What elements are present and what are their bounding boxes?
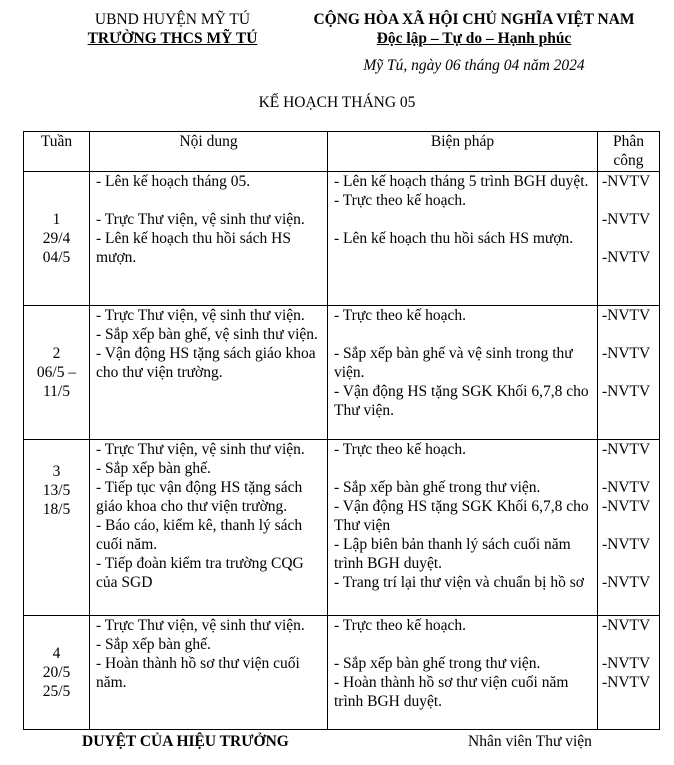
- assignment-item: -NVTV: [602, 211, 651, 228]
- content-item: - Sắp xếp bàn ghế.: [96, 460, 211, 477]
- assignment-cell: [598, 172, 660, 306]
- week-number: 4: [52, 645, 61, 662]
- table-row: [24, 616, 660, 730]
- content-item: - Sắp xếp bàn ghế.: [96, 636, 211, 653]
- week-cell: [24, 172, 90, 306]
- measure-item: - Trực theo kế hoạch.: [334, 192, 466, 209]
- content-item: - Hoàn thành hồ sơ thư viện cuối năm.: [96, 655, 300, 691]
- measure-cell: [328, 440, 598, 616]
- measure-item: - Hoàn thành hồ sơ thư viện cuối năm trình BGH duyệt.: [334, 674, 569, 710]
- assignment-item: -NVTV: [602, 249, 651, 266]
- measure-item: - Lập biên bản thanh lý sách cuối năm trình BGH duyệt.: [334, 536, 571, 572]
- content-item: - Báo cáo, kiểm kê, thanh lý sách cuối năm.: [96, 517, 303, 553]
- table-header-row: [24, 132, 660, 172]
- week-date-from: 29/4: [42, 230, 71, 247]
- department-name: UBND HUYỆN MỸ TÚ: [94, 11, 251, 28]
- header-right: [290, 10, 658, 75]
- measure-item: - Sắp xếp bàn ghế trong thư viện.: [334, 479, 541, 496]
- assignment-item: -NVTV: [602, 383, 651, 400]
- content-item: - Lên kế hoạch tháng 05.: [96, 173, 251, 190]
- week-number: 2: [52, 345, 61, 362]
- measure-item: - Trực theo kế hoạch.: [334, 441, 466, 458]
- assignment-item: -NVTV: [602, 479, 651, 496]
- content-cell: [90, 440, 328, 616]
- school-name: TRƯỜNG THCS MỸ TÚ: [87, 30, 258, 47]
- content-item: - Tiếp tục vận động HS tặng sách giáo khoa cho thư viện trường.: [96, 479, 303, 515]
- measure-cell: [328, 616, 598, 730]
- measure-item: - Vận động HS tặng SGK Khối 6,7,8 cho Thư viện.: [334, 383, 589, 419]
- librarian-signature-label: Nhân viên Thư viện: [468, 733, 592, 750]
- plan-table: [23, 131, 660, 730]
- assignment-cell: [598, 616, 660, 730]
- measure-cell: [328, 172, 598, 306]
- national-title: CỘNG HÒA XÃ HỘI CHỦ NGHĨA VIỆT NAM: [313, 11, 635, 28]
- week-date-to: 04/5: [42, 249, 71, 266]
- content-item: - Trực Thư viện, vệ sinh thư viện.: [96, 441, 305, 458]
- measure-item: - Sắp xếp bàn ghế và vệ sinh trong thư viện.: [334, 345, 573, 381]
- measure-item: - Trực theo kế hoạch.: [334, 307, 466, 324]
- assignment-item: -NVTV: [602, 617, 651, 634]
- content-item: - Trực Thư viện, vệ sinh thư viện.: [96, 617, 305, 634]
- assignment-item: -NVTV: [602, 498, 651, 515]
- table-row: [24, 306, 660, 440]
- assignment-item: -NVTV: [602, 655, 651, 672]
- week-cell: [24, 440, 90, 616]
- content-item: - Sắp xếp bàn ghế, vệ sinh thư viện.: [96, 326, 318, 343]
- measure-item: - Trang trí lại thư viện và chuẩn bị hồ sơ: [334, 574, 584, 591]
- assignment-item: -NVTV: [602, 536, 651, 553]
- national-motto: Độc lập – Tự do – Hạnh phúc: [376, 30, 572, 47]
- header-content: Nội dung: [90, 132, 328, 172]
- assignment-item: -NVTV: [602, 307, 651, 324]
- content-cell: [90, 172, 328, 306]
- assignment-item: -NVTV: [602, 574, 651, 591]
- assignment-item: -NVTV: [602, 674, 651, 691]
- content-item: - Trực Thư viện, vệ sinh thư viện.: [96, 211, 305, 228]
- assignment-item: -NVTV: [602, 441, 651, 458]
- assignment-item: -NVTV: [602, 173, 651, 190]
- week-cell: [24, 306, 90, 440]
- principal-approval-label: DUYỆT CỦA HIỆU TRƯỞNG: [82, 733, 289, 750]
- header-assignment: Phân công: [598, 132, 660, 172]
- week-date-from: 06/5 –: [36, 364, 77, 381]
- measure-item: - Sắp xếp bàn ghế trong thư viện.: [334, 655, 541, 672]
- week-number: 3: [52, 463, 61, 480]
- measure-item: - Lên kế hoạch tháng 5 trình BGH duyệt.: [334, 173, 589, 190]
- measure-cell: [328, 306, 598, 440]
- assignment-cell: [598, 306, 660, 440]
- content-cell: [90, 306, 328, 440]
- header-measure: Biện pháp: [328, 132, 598, 172]
- week-date-to: 11/5: [43, 383, 70, 400]
- date-line: Mỹ Tú, ngày 06 tháng 04 năm 2024: [363, 57, 585, 74]
- week-cell: [24, 616, 90, 730]
- content-item: - Tiếp đoàn kiểm tra trường CQG của SGD: [96, 555, 304, 591]
- assignment-item: -NVTV: [602, 345, 651, 362]
- header-week: Tuần: [24, 132, 90, 172]
- assignment-cell: [598, 440, 660, 616]
- measure-item: - Lên kế hoạch thu hồi sách HS mượn.: [334, 230, 574, 247]
- week-date-from: 13/5: [42, 482, 71, 499]
- document-title: KẾ HOẠCH THÁNG 05: [258, 94, 416, 111]
- table-row: [24, 172, 660, 306]
- content-item: - Vận động HS tặng sách giáo khoa cho thư viện trường.: [96, 345, 316, 381]
- content-cell: [90, 616, 328, 730]
- week-date-to: 25/5: [42, 683, 71, 700]
- week-number: 1: [52, 211, 61, 228]
- measure-item: - Vận động HS tặng SGK Khối 6,7,8 cho Thư viện: [334, 498, 589, 534]
- content-item: - Lên kế hoạch thu hồi sách HS mượn.: [96, 230, 291, 266]
- week-date-from: 20/5: [42, 664, 71, 681]
- measure-item: - Trực theo kế hoạch.: [334, 617, 466, 634]
- header-left: [60, 10, 285, 48]
- content-item: - Trực Thư viện, vệ sinh thư viện.: [96, 307, 305, 324]
- table-row: [24, 440, 660, 616]
- week-date-to: 18/5: [42, 501, 71, 518]
